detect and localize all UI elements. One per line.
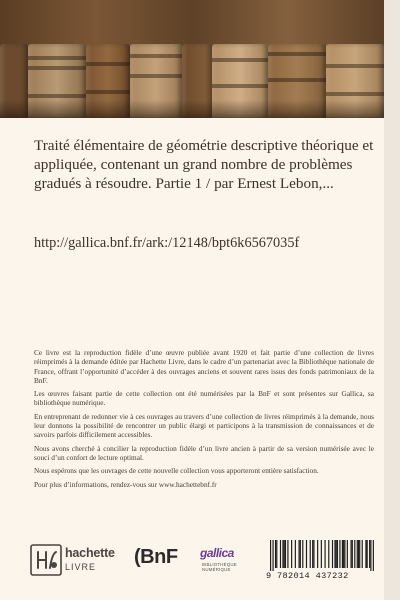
barcode-bar <box>312 540 313 568</box>
barcode-bar <box>324 540 325 568</box>
barcode-bar <box>291 540 292 568</box>
barcode-bar <box>359 540 360 568</box>
barcode-bar <box>373 540 374 571</box>
barcode-bar <box>352 540 353 568</box>
blurb-paragraph: Nous espérons que les ouvrages de cette nouvelle collection vous apporteront entière satisfaction. <box>34 466 319 476</box>
barcode-bar <box>285 540 286 568</box>
barcode-bar <box>295 540 296 568</box>
barcode-bar <box>342 540 343 568</box>
barcode-bar <box>365 540 366 568</box>
hachette-emblem-icon <box>30 544 62 576</box>
isbn-barcode <box>266 540 376 580</box>
barcode-bar <box>328 540 329 568</box>
hachette-livre-logo <box>30 542 115 578</box>
barcode-bar <box>306 540 307 568</box>
barcode-bar <box>358 540 359 568</box>
barcode-bar <box>332 540 333 568</box>
blurb-paragraph: En entreprenant de redonner vie à ces ouvrages au travers d’une collection de livres réimprimés à la demande, nous leur donnons la possibilité de rencontrer un public élargi et participons à la transmission de connaissances et de savoirs parfois difficilement accessibles. <box>34 411 374 440</box>
barcode-bar <box>343 540 344 568</box>
barcode-bar <box>272 540 273 571</box>
hachette-brand-text: hachette <box>65 546 115 560</box>
barcode-bar <box>298 540 299 568</box>
shelf-background <box>0 0 384 46</box>
barcode-bar <box>321 540 322 568</box>
barcode-bars <box>266 540 376 571</box>
gallica-logo <box>198 543 246 577</box>
barcode-bar <box>276 540 277 568</box>
barcode-bar <box>334 540 335 568</box>
barcode-bar <box>300 540 301 568</box>
barcode-bar <box>367 540 368 568</box>
blurb-paragraph: Les œuvres faisant partie de cette collection ont été numérisées par la BnF et sont présentes sur Gallica, sa bibliothèque numérique. <box>34 389 374 408</box>
barcode-bar <box>336 540 337 568</box>
barcode-bar <box>354 540 355 568</box>
footer-logos <box>30 540 380 580</box>
barcode-bar <box>369 540 370 568</box>
barcode-bar <box>287 540 288 568</box>
blurb-paragraph: Nous avons cherché à concilier la reproduction fidèle d’un livre ancien à partir de sa version numérisée avec le souci d’un confort de lecture optimal. <box>34 443 374 462</box>
blurb-paragraph: Ce livre est la reproduction fidèle d’une œuvre publiée avant 1920 et fait partie d’une collection de livres réimprimés à la demande éditée par Hachette Livre, dans le cadre d’un partenariat avec la Bibliothèque nationale de France, offrant l’opportunité d’accéder à des ouvrages anciens et souvent rares issus des fonds patrimoniaux de la BnF. <box>34 348 374 385</box>
barcode-bar <box>317 540 318 568</box>
barcode-bar <box>337 540 338 568</box>
barcode-digits: 9 782014 437232 <box>266 571 349 581</box>
publisher-blurb <box>34 348 374 493</box>
barcode-bar <box>275 540 276 568</box>
gallica-url: http://gallica.bnf.fr/ark:/12148/bpt6k6567035f <box>34 235 300 251</box>
barcode-bar <box>310 540 311 568</box>
banner-shadow <box>0 100 384 118</box>
barcode-bar <box>362 540 363 568</box>
barcode-bar <box>282 540 283 568</box>
barcode-bar <box>357 540 358 568</box>
gallica-word: gallica <box>200 546 234 560</box>
barcode-bar <box>339 540 340 568</box>
spine-edge <box>384 0 400 600</box>
book-title: Traité élémentaire de géométrie descriptive théorique et appliquée, contenant un grand nombre de problèmes gradués à résoudre. Partie 1 / par Ernest Lebon,... <box>34 137 374 192</box>
barcode-bar <box>280 540 281 568</box>
gallica-subtitle: BIBLIOTHÈQUE NUMÉRIQUE <box>202 562 237 572</box>
blurb-paragraph: Pour plus d’informations, rendez-vous sur www.hachettebnf.fr <box>34 479 217 489</box>
barcode-bar <box>350 540 351 568</box>
bnf-logo: (BnF <box>134 546 178 568</box>
barcode-bar <box>270 540 271 571</box>
barcode-bar <box>347 540 348 568</box>
barcode-bar <box>344 540 345 568</box>
hachette-sub-text: LIVRE <box>65 562 97 572</box>
barcode-bar <box>313 540 314 568</box>
barcode-bar <box>370 540 371 571</box>
barcode-bar <box>284 540 285 568</box>
barcode-bar <box>302 540 303 568</box>
bookshelf-banner-image <box>0 0 384 118</box>
